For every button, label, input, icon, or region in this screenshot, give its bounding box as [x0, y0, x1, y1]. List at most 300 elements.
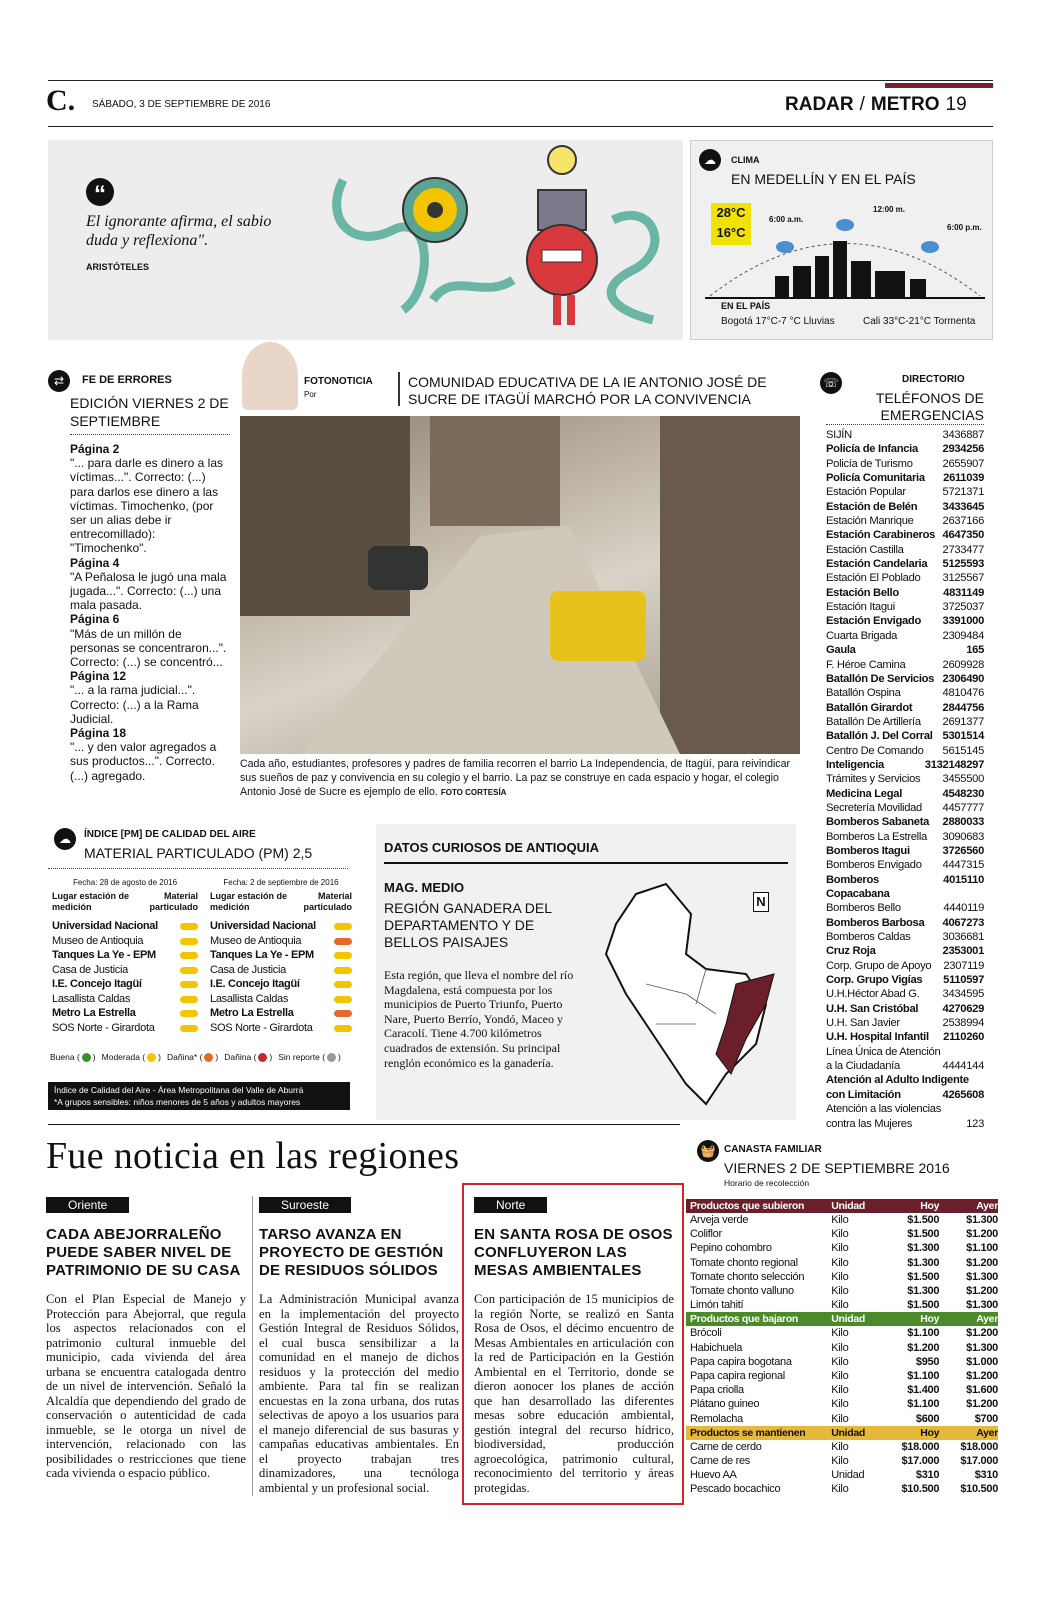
canasta-cell: Kilo — [831, 1256, 849, 1269]
canasta-cell: $1.500 — [907, 1299, 940, 1312]
directory-entry — [826, 1016, 984, 1030]
canasta-header-cell: Hoy — [920, 1426, 940, 1439]
canasta-row — [686, 1397, 998, 1411]
canasta-cell: Habichuela — [690, 1341, 743, 1354]
directory-phone: 2934256 — [942, 443, 984, 456]
canasta-cell: $17.000 — [960, 1455, 999, 1468]
aire-label: ÍNDICE [PM] DE CALIDAD DEL AIRE — [84, 829, 256, 840]
curiosos-subtitle: MAG. MEDIO — [384, 880, 465, 895]
directory-entry — [826, 1073, 984, 1087]
station-name: Museo de Antioquia — [210, 934, 302, 947]
directory-name: Secretería Movilidad — [826, 801, 922, 814]
temp-high: 28°C — [716, 205, 746, 220]
directorio-label: DIRECTORIO — [902, 374, 965, 385]
canasta-cell: Kilo — [831, 1398, 849, 1411]
canasta-cell: Kilo — [831, 1370, 849, 1383]
directory-name: Medicina Legal — [826, 787, 902, 800]
canasta-cell: $1.100 — [907, 1327, 940, 1340]
aire-footer-1: Índice de Calidad del Aire - Área Metropolitana del Valle de Aburrá — [54, 1085, 304, 1095]
canasta-row — [686, 1213, 998, 1227]
directory-name: Atención al Adulto Indigente — [826, 1074, 969, 1087]
canasta-title: VIERNES 2 DE SEPTIEMBRE 2016 — [724, 1160, 950, 1176]
photo-credit: FOTO CORTESÍA — [440, 788, 507, 797]
canasta-cell: Kilo — [831, 1355, 849, 1368]
canasta-group-header — [686, 1312, 998, 1326]
station-row — [52, 992, 198, 1007]
station-row — [210, 948, 352, 963]
canasta-cell: $1.200 — [966, 1256, 999, 1269]
canasta-cell: Kilo — [831, 1327, 849, 1340]
canasta-header-cell: Productos que bajaron — [690, 1313, 799, 1326]
antioquia-map-icon — [596, 874, 786, 1114]
aire-date-b: Fecha: 2 de septiembre de 2016 — [223, 878, 339, 887]
station-row — [52, 963, 198, 978]
directory-name: Estación Popular — [826, 486, 906, 499]
directory-phone: 3725037 — [942, 601, 984, 614]
station-row — [52, 948, 198, 963]
legend-label: Dañina — [224, 1052, 252, 1062]
directory-entry — [826, 916, 984, 930]
directory-entry — [826, 528, 984, 542]
directory-name: Centro De Comando — [826, 744, 924, 757]
directory-entry — [826, 959, 984, 973]
directory-phone: 3455500 — [942, 773, 984, 786]
canasta-table — [686, 1199, 998, 1497]
canasta-row — [686, 1454, 998, 1468]
aire-date-a: Fecha: 28 de agosto de 2016 — [72, 878, 178, 887]
directory-name: U.H. San Cristóbal — [826, 1002, 919, 1015]
photo-scene-icon — [240, 416, 800, 754]
directorio-title: TELÉFONOS DE EMERGENCIAS — [875, 390, 984, 423]
legend-item: Dañina* ( ) — [166, 1052, 219, 1062]
canasta-cell: $1.300 — [907, 1242, 940, 1255]
station-row — [210, 963, 352, 978]
phone-icon: ☏ — [820, 372, 842, 394]
directory-phone: 2733477 — [942, 543, 984, 556]
region-article — [46, 1196, 246, 1481]
station-name: Tanques La Ye - EPM — [210, 949, 314, 961]
canasta-cell: $1.100 — [907, 1370, 940, 1383]
pm-level-indicator — [180, 952, 198, 959]
canasta-cell: $10.500 — [960, 1483, 999, 1496]
canasta-label: CANASTA FAMILIAR — [724, 1144, 822, 1155]
directory-name: Corp. Grupo de Apoyo — [826, 959, 932, 972]
directory-phone: 2353001 — [942, 945, 984, 958]
errata-text: "... a la rama judicial...". Correcto: (...) a la Rama Judicial. — [70, 683, 199, 726]
directory-phone: 5110597 — [943, 974, 984, 987]
aire-divider — [48, 868, 348, 869]
directory-name: U.H. San Javier — [826, 1017, 900, 1030]
directory-entry — [826, 830, 984, 844]
directory-entry — [826, 1059, 984, 1073]
pm-level-indicator — [334, 996, 352, 1003]
directory-phone: 3132148297 — [924, 758, 984, 771]
directory-name: Inteligencia — [826, 758, 884, 771]
directory-name: U.H.Héctor Abad G. — [826, 988, 920, 1001]
canasta-cell: $1.300 — [907, 1285, 940, 1298]
directory-name: F. Héroe Camina — [826, 658, 906, 671]
header-rule — [48, 80, 993, 81]
canasta-row — [686, 1227, 998, 1241]
canasta-cell: Tomate chonto selección — [690, 1270, 805, 1283]
canasta-header-cell: Ayer — [976, 1313, 999, 1326]
canasta-row — [686, 1482, 998, 1496]
weather-cali: Cali 33°C-21°C Tormenta — [863, 316, 976, 327]
aire-rows-b — [210, 919, 352, 1035]
canasta-cell: Kilo — [831, 1270, 849, 1283]
pm-level-indicator — [334, 981, 352, 988]
canasta-cell: Papa capira bogotana — [690, 1355, 792, 1368]
section-slash: / — [859, 94, 865, 115]
directory-name: Estación de Belén — [826, 500, 918, 513]
station-name: Lasallista Caldas — [52, 992, 131, 1005]
station-name: Casa de Justicia — [210, 963, 286, 976]
canasta-row — [686, 1468, 998, 1482]
legend-item: Moderada ( ) — [101, 1052, 161, 1062]
canasta-header-cell: Ayer — [976, 1200, 999, 1212]
region-tag: Oriente — [46, 1197, 129, 1213]
directory-entry — [826, 543, 984, 557]
aire-table-a — [52, 878, 198, 1035]
directory-entry — [826, 873, 984, 902]
page-number: 19 — [945, 94, 967, 115]
directory-phone: 2538994 — [942, 1017, 984, 1030]
directory-phone: 3036681 — [942, 931, 984, 944]
canasta-cell: Papa capira regional — [690, 1370, 785, 1383]
canasta-cell: $1.200 — [907, 1341, 940, 1354]
section-title — [785, 94, 967, 116]
directory-name: Línea Única de Atención — [826, 1045, 941, 1058]
curiosos-rule — [384, 862, 788, 864]
directory-phone: 4457777 — [942, 801, 984, 814]
directory-phone: 2655907 — [942, 457, 984, 470]
directory-name: Policía Comunitaria — [826, 472, 925, 485]
legend-dot — [147, 1053, 156, 1062]
directory-phone: 2307119 — [943, 959, 984, 972]
pais-label: EN EL PAÍS — [721, 301, 771, 311]
canasta-group-header — [686, 1426, 998, 1440]
fotonoticia-headline: COMUNIDAD EDUCATIVA DE LA IE ANTONIO JOSÉ DE SUCRE DE ITAGÜÍ MARCHÓ POR LA CONVIVENCIA — [408, 374, 767, 407]
canasta-header-cell: Unidad — [831, 1200, 866, 1212]
legend-dot — [204, 1053, 213, 1062]
directory-name: a la Ciudadanía — [826, 1060, 900, 1073]
station-row — [210, 1021, 352, 1036]
directory-entry — [826, 686, 984, 700]
directory-entry — [826, 744, 984, 758]
directory-entry — [826, 1045, 984, 1059]
canasta-cell: $1.200 — [966, 1228, 999, 1241]
canasta-cell: Kilo — [831, 1483, 849, 1496]
fe-errores-label: FE DE ERRORES — [82, 374, 172, 386]
directory-entry — [826, 901, 984, 915]
station-name: Casa de Justicia — [52, 963, 128, 976]
canasta-cell: Kilo — [831, 1299, 849, 1312]
curiosos-box — [376, 824, 796, 1120]
errata-text: "Más de un millón de personas se concentraron...". Correcto: (...) se concentró... — [70, 626, 227, 670]
aire-footer — [48, 1082, 350, 1110]
directory-phone: 3090683 — [942, 830, 984, 843]
directory-phone: 2611039 — [943, 472, 984, 485]
directory-name: Cruz Roja — [826, 945, 876, 958]
canasta-cell: $1.300 — [966, 1214, 999, 1226]
regiones-title: Fue noticia en las regiones — [46, 1135, 460, 1177]
header-date: SÁBADO, 3 DE SEPTIEMBRE DE 2016 — [92, 99, 271, 110]
north-arrow-icon: N — [753, 892, 769, 912]
canasta-cell: $10.500 — [901, 1483, 940, 1496]
air-quality-icon: ☁ — [54, 828, 76, 850]
canasta-cell: Kilo — [831, 1341, 849, 1354]
aire-footer-2: *A grupos sensibles: niños menores de 5 años y adultos mayores — [54, 1097, 301, 1107]
fotonoticia-por: Por — [304, 390, 317, 399]
canasta-cell: Coliflor — [690, 1228, 722, 1241]
canasta-cell: Pepino cohombro — [690, 1242, 772, 1255]
canasta-cell: Kilo — [831, 1384, 849, 1397]
fotonoticia-label: FOTONOTICIA — [304, 376, 373, 387]
station-name: I.E. Concejo Itagüí — [210, 978, 300, 990]
directory-name: Trámites y Servicios — [826, 773, 921, 786]
directory-name: Policía de Infancia — [826, 443, 918, 456]
directory-name: Batallón J. Del Corral — [826, 730, 933, 743]
directory-name: Estación Bello — [826, 586, 899, 599]
directory-name: contra las Mujeres — [826, 1117, 913, 1130]
station-row — [210, 934, 352, 949]
column-divider — [252, 1196, 253, 1496]
directory-phone: 4440119 — [943, 902, 984, 915]
directory-phone: 4444144 — [942, 1060, 984, 1073]
directory-entry — [826, 1102, 984, 1116]
fe-errores-edition: EDICIÓN VIERNES 2 DE SEPTIEMBRE — [70, 395, 229, 429]
fe-errores-list — [70, 442, 228, 783]
directory-entry — [826, 715, 984, 729]
article-headline: CADA ABEJORRALEÑO PUEDE SABER NIVEL DE PATRIMONIO DE SU CASA — [46, 1226, 241, 1279]
canasta-cell: Kilo — [831, 1455, 849, 1468]
canasta-header-cell: Productos se mantienen — [690, 1426, 806, 1439]
directory-entry — [826, 973, 984, 987]
time-morning: 6:00 a.m. — [769, 215, 804, 224]
region-article — [259, 1196, 459, 1495]
canasta-cell: Kilo — [831, 1440, 849, 1453]
station-row — [210, 1006, 352, 1021]
canasta-row — [686, 1341, 998, 1355]
directory-phone: 2880033 — [942, 816, 984, 829]
directory-phone: 2844756 — [942, 701, 984, 714]
canasta-row — [686, 1270, 998, 1284]
station-name: SOS Norte - Girardota — [210, 1021, 313, 1034]
errata-text: "... y den valor agregados a sus productos...". Correcto. (...) agregado. — [70, 740, 217, 783]
header-rule-bottom — [48, 126, 993, 127]
errata-page: Página 4 — [70, 555, 120, 570]
cloud-icon: ☁ — [699, 149, 721, 171]
directory-name: Bomberos Itagui — [826, 844, 910, 857]
canasta-group-header — [686, 1199, 998, 1213]
directory-entry — [826, 485, 984, 499]
legend-label: Sin reporte — [278, 1052, 320, 1062]
directory-name: Batallón Ospina — [826, 687, 901, 700]
canasta-cell: Tomate chonto regional — [690, 1256, 798, 1269]
clima-title: EN MEDELLÍN Y EN EL PAÍS — [731, 171, 916, 187]
region-tag: Norte — [474, 1197, 547, 1213]
station-name: SOS Norte - Girardota — [52, 1021, 155, 1034]
directory-name: SIJÍN — [826, 429, 852, 441]
legend-dot — [258, 1053, 267, 1062]
directory-entry — [826, 471, 984, 485]
canasta-cell: Carne de cerdo — [690, 1440, 762, 1453]
station-row — [52, 1006, 198, 1021]
pm-level-indicator — [334, 938, 352, 945]
canasta-cell: $1.500 — [907, 1228, 940, 1241]
directory-entry — [826, 815, 984, 829]
canasta-row — [686, 1440, 998, 1454]
canasta-row — [686, 1412, 998, 1426]
canasta-cell: $1.200 — [966, 1370, 999, 1383]
directory-entry — [826, 801, 984, 815]
legend-dot — [327, 1053, 336, 1062]
curiosos-label: DATOS CURIOSOS DE ANTIOQUIA — [384, 840, 599, 855]
pm-level-indicator — [180, 996, 198, 1003]
directorio-list — [826, 428, 984, 1131]
station-name: Metro La Estrella — [52, 1007, 136, 1019]
directory-entry — [826, 629, 984, 643]
pm-level-indicator — [180, 1025, 198, 1032]
canasta-cell: Papa criolla — [690, 1384, 744, 1397]
directory-phone: 2306490 — [942, 672, 984, 685]
directory-phone: 3434595 — [942, 988, 984, 1001]
illustrator-avatar — [242, 342, 298, 410]
canasta-cell: Remolacha — [690, 1412, 743, 1425]
canasta-cell: $1.300 — [966, 1299, 999, 1312]
directory-entry — [826, 987, 984, 1001]
header-accent-bar — [885, 83, 993, 88]
directory-phone: 4067273 — [942, 916, 984, 929]
march-photo — [240, 416, 800, 754]
directory-name: Bomberos Bello — [826, 902, 901, 915]
directory-entry — [826, 557, 984, 571]
regiones-top-rule — [48, 1124, 680, 1125]
directory-name: Bomberos Copacabana — [826, 873, 890, 900]
station-row — [210, 919, 352, 934]
directory-phone: 3726560 — [942, 844, 984, 857]
region-tag: Suroeste — [259, 1197, 351, 1213]
pm-level-indicator — [334, 1010, 352, 1017]
canasta-cell: Carne de res — [690, 1455, 750, 1468]
errata-icon: ⇄ — [48, 370, 70, 392]
legend-label: Buena — [50, 1052, 75, 1062]
directory-name: Estación El Poblado — [826, 572, 921, 585]
canasta-cell: $1.200 — [966, 1327, 999, 1340]
pm-level-indicator — [180, 981, 198, 988]
clima-box — [690, 140, 993, 340]
canasta-header-cell: Unidad — [831, 1313, 866, 1326]
canasta-cell: $1.300 — [966, 1270, 999, 1283]
directory-entry — [826, 514, 984, 528]
legend-item: Sin reporte ( ) — [278, 1052, 341, 1062]
canasta-cell: Pescado bocachico — [690, 1483, 781, 1496]
directory-entry — [826, 658, 984, 672]
canasta-subtitle: Horario de recolección — [724, 1178, 810, 1188]
canasta-cell: $950 — [915, 1355, 940, 1368]
canasta-cell: Kilo — [831, 1242, 849, 1255]
canasta-cell: Arveja verde — [690, 1214, 749, 1226]
station-name: Tanques La Ye - EPM — [52, 949, 156, 961]
canasta-cell: Unidad — [831, 1469, 865, 1482]
directory-phone: 5615145 — [942, 744, 984, 757]
legend-label: Dañina* — [166, 1052, 198, 1062]
aire-legend — [50, 1052, 350, 1062]
caption-text: Cada año, estudiantes, profesores y padres de familia recorren el barrio La Independencia, de Itagüí, para reivindicar sus sueños de paz y convivencia en su colegio y el barrio. La paz se construye en cada espacio y hogar, el colegio Antonio José de Sucre es ejemplo de ello. — [240, 758, 791, 798]
directory-entry — [826, 844, 984, 858]
canasta-cell: Plátano guineo — [690, 1398, 760, 1411]
legend-item: Buena ( ) — [50, 1052, 96, 1062]
directory-name: Bomberos Sabaneta — [826, 816, 930, 829]
station-row — [210, 992, 352, 1007]
city-skyline-icon — [705, 211, 985, 301]
canasta-header-cell: Ayer — [976, 1426, 999, 1439]
weather-bogota: Bogotá 17°C-7 °C Lluvias — [721, 316, 835, 327]
directory-phone: 4831149 — [943, 586, 984, 599]
directory-phone: 4548230 — [942, 787, 984, 800]
directory-entry — [826, 1030, 984, 1044]
directory-entry — [826, 428, 984, 442]
canasta-cell: $18.000 — [960, 1440, 999, 1453]
directory-name: Bomberos Barbosa — [826, 916, 925, 929]
canasta-cell: Kilo — [831, 1228, 849, 1241]
directory-entry — [826, 1117, 984, 1131]
directory-entry — [826, 643, 984, 657]
quote-icon: “ — [86, 178, 114, 206]
pm-level-indicator — [334, 952, 352, 959]
directory-phone: 165 — [966, 644, 984, 657]
canasta-row — [686, 1256, 998, 1270]
station-name: Lasallista Caldas — [210, 992, 289, 1005]
canasta-row — [686, 1383, 998, 1397]
directory-entry — [826, 457, 984, 471]
time-noon: 12:00 m. — [873, 205, 906, 214]
time-evening: 6:00 p.m. — [947, 223, 982, 232]
directory-phone: 4447315 — [942, 859, 984, 872]
directory-phone: 4647350 — [942, 529, 984, 542]
fe-errores-divider — [70, 434, 230, 435]
canasta-row — [686, 1355, 998, 1369]
section-radar: RADAR — [785, 94, 854, 115]
errata-page: Página 18 — [70, 726, 127, 741]
pm-level-indicator — [334, 1025, 352, 1032]
station-row — [52, 1021, 198, 1036]
fotonoticia-caption — [240, 757, 800, 800]
directory-phone: 5721371 — [942, 486, 984, 499]
directory-entry — [826, 930, 984, 944]
canasta-cell: $310 — [974, 1469, 999, 1482]
legend-dot — [82, 1053, 91, 1062]
directory-entry — [826, 787, 984, 801]
article-body: Con el Plan Especial de Manejo y Protección para Abejorral, que regula los aspectos relacionados con el patrimonio cultural inmueble del municipio, cada vivienda del área urbana se encuentra catalogada dentro de un nivel de intervención. Señaló la Alcaldía que dependiendo del grado de conservación o autenticidad de cada inmueble, se le otorga un nivel de intervención, relacionado con las posibilidades o restricciones que tiene cada vivienda o espacio público. — [46, 1292, 246, 1480]
article-body: La Administración Municipal avanza en la implementación del proyecto Gestión Integral de Residuos Sólidos, el cual busca sensibilizar a la comunidad en el manejo de dichos residuos y la protección del medio ambiente. Para tal fin se realizan encuestas en la zona urbana, dos rutas selectivas de apoyo a los usuarios para el manejo diferencial de sus basuras y campañas educativas ambientales. En el proyecto trabajan tres dinamizadores, una tecnóloga ambiental y un profesional social. — [259, 1292, 459, 1495]
directory-name: Gaula — [826, 644, 856, 657]
aire-title: MATERIAL PARTICULADO (PM) 2,5 — [84, 845, 313, 861]
quote-text: El ignorante afirma, el sabio duda y reflexiona". — [86, 213, 272, 249]
canasta-cell: Brócoli — [690, 1327, 722, 1340]
canasta-cell: $700 — [974, 1412, 999, 1425]
logo: C. — [46, 84, 76, 117]
canasta-cell: $18.000 — [901, 1440, 940, 1453]
errata-text: "A Peñalosa le jugó una mala jugada...". Correcto: (...) una mala pasada. — [70, 569, 227, 613]
curiosos-body: Esta región, que lleva el nombre del río Magdalena, está compuesta por los municipios de Puerto Triunfo, Puerto Nare, Puerto Berrío, Yondó, Maceo y Caracolí. Tiene 4.700 kilómetros cuadrados de extensión. Su principal renglón económico es la ganadería. — [384, 968, 574, 1070]
directory-name: Batallón De Servicios — [826, 672, 935, 685]
directory-name: U.H. Hospital Infantil — [826, 1031, 929, 1044]
aire-head-b — [210, 891, 352, 913]
directory-entry — [826, 672, 984, 686]
directory-entry — [826, 772, 984, 786]
canasta-cell: $1.100 — [907, 1398, 940, 1411]
